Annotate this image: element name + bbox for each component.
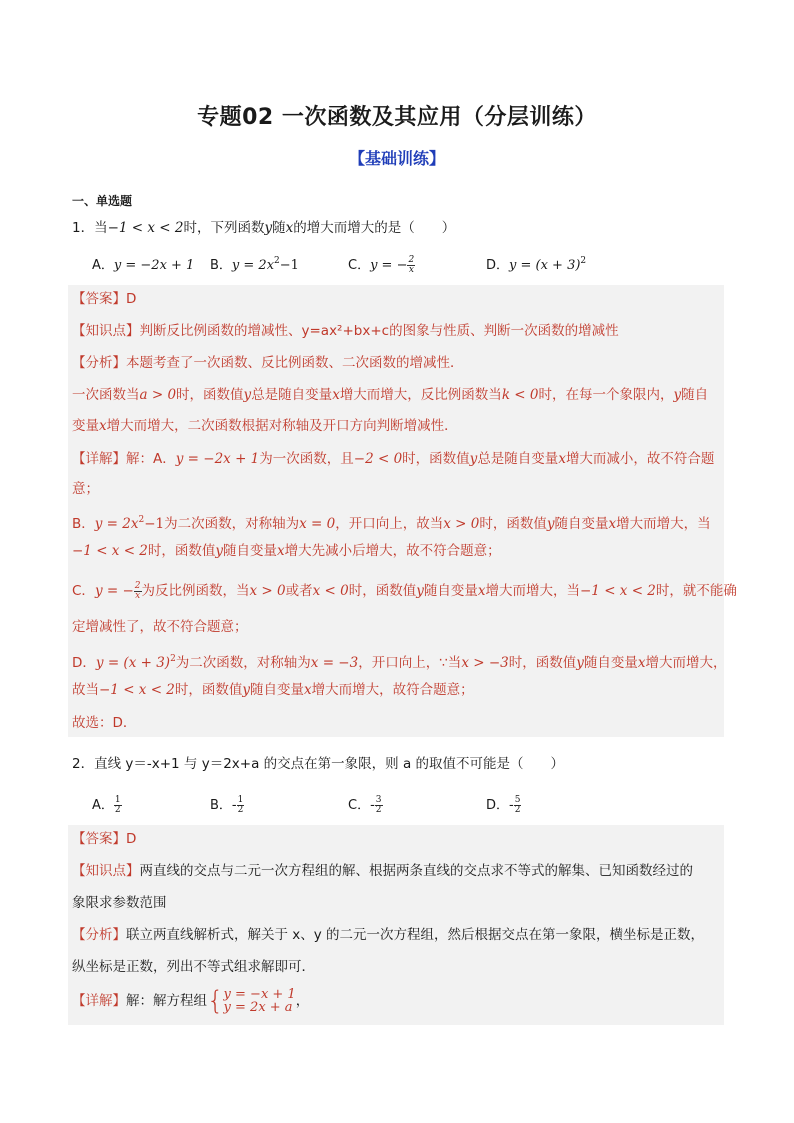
option-c[interactable]: C．- $\frac{3}{2}$: [348, 795, 382, 815]
option-d[interactable]: D．- $\frac{5}{2}$: [486, 795, 521, 815]
option-b[interactable]: B．- $\frac{1}{2}$: [210, 795, 244, 815]
detail-line-1: 【详解】解：解方程组{ y = −x + 1 y = 2x + a ，: [72, 986, 310, 1016]
section-heading: 一、单选题: [72, 194, 133, 208]
answer-block-2: [68, 825, 724, 1025]
knowledge-line-2: 象限求参数范围: [72, 895, 167, 911]
option-d[interactable]: D．$y = (x + 3)^2$: [486, 256, 587, 273]
page-title: 专题02 一次函数及其应用（分层训练）: [197, 105, 597, 130]
detail-line-2: 意；: [72, 481, 99, 497]
option-c[interactable]: C．y = − $\frac{2}{x}$: [348, 255, 415, 275]
question-2-stem: 2．直线 y＝-x+1 与 y＝2x+a 的交点在第一象限，则 a 的取值不可能是（ ）: [72, 756, 565, 772]
detail-line-9: 故选：D．: [72, 715, 137, 731]
detail-line-7: D．$y = (x + 3)^2$为二次函数，对称轴为x = −3，开口向上，∵当x > −3时，函数值y随自变量x增大而增大，: [72, 654, 727, 671]
question-2-options: [92, 794, 732, 816]
analysis-line-3: 变量x增大而增大，二次函数根据对称轴及开口方向判断增减性．: [72, 418, 458, 434]
detail-line-3: B．$y = 2x^2-1$为二次函数，对称轴为x = 0，开口向上，故当x > 0时，函数值y随自变量x增大而增大，当: [72, 515, 711, 532]
option-a[interactable]: A．y = −2x + 1: [92, 258, 195, 273]
detail-line-5: C．y = − $\frac{2}{x}$ 为反比例函数，当x > 0或者x < 0时，函数值y随自变量x增大而增大，当−1 < x < 2时，就不能确: [72, 580, 737, 601]
detail-line-6: 定增减性了，故不符合题意；: [72, 619, 248, 635]
analysis-line-2: 一次函数当a > 0时，函数值y总是随自变量x增大而增大，反比例函数当k < 0时，在每一个象限内，y随自: [72, 387, 709, 403]
section-subtitle: 【基础训练】: [348, 149, 445, 168]
answer-block-1: [68, 285, 737, 737]
analysis-line-1: 【分析】本题考查了一次函数、反比例函数、二次函数的增减性．: [72, 355, 464, 371]
detail-line-1: 【详解】解：A．y = −2x + 1为一次函数，且−2 < 0时，函数值y总是随自变量x增大而减小，故不符合题: [72, 451, 715, 467]
detail-line-8: 故当−1 < x < 2时，函数值y随自变量x增大而增大，故符合题意；: [72, 682, 474, 698]
knowledge-line: 【知识点】判断反比例函数的增减性、y=ax²+bx+c的图象与性质、判断一次函数的增减性: [72, 323, 619, 339]
answer-line: 【答案】D: [72, 291, 137, 307]
analysis-line-1: 【分析】联立两直线解析式，解关于 x、y 的二元一次方程组，然后根据交点在第一象限，横坐标是正数，: [72, 927, 705, 943]
option-b[interactable]: B．$y = 2x^2-1$: [210, 256, 299, 273]
knowledge-line-1: 【知识点】两直线的交点与二元一次方程组的解、根据两条直线的交点求不等式的解集、已知函数经过的: [72, 863, 693, 879]
question-1-options: [92, 254, 732, 276]
analysis-line-2: 纵坐标是正数，列出不等式组求解即可．: [72, 959, 315, 975]
detail-line-4: −1 < x < 2时，函数值y随自变量x增大先减小后增大，故不符合题意；: [72, 543, 501, 559]
question-1-stem: 1．当−1 < x < 2时，下列函数y随x的增大而增大的是（ ）: [72, 220, 456, 236]
option-a[interactable]: A． $\frac{1}{2}$: [92, 795, 121, 815]
answer-line: 【答案】D: [72, 831, 137, 847]
